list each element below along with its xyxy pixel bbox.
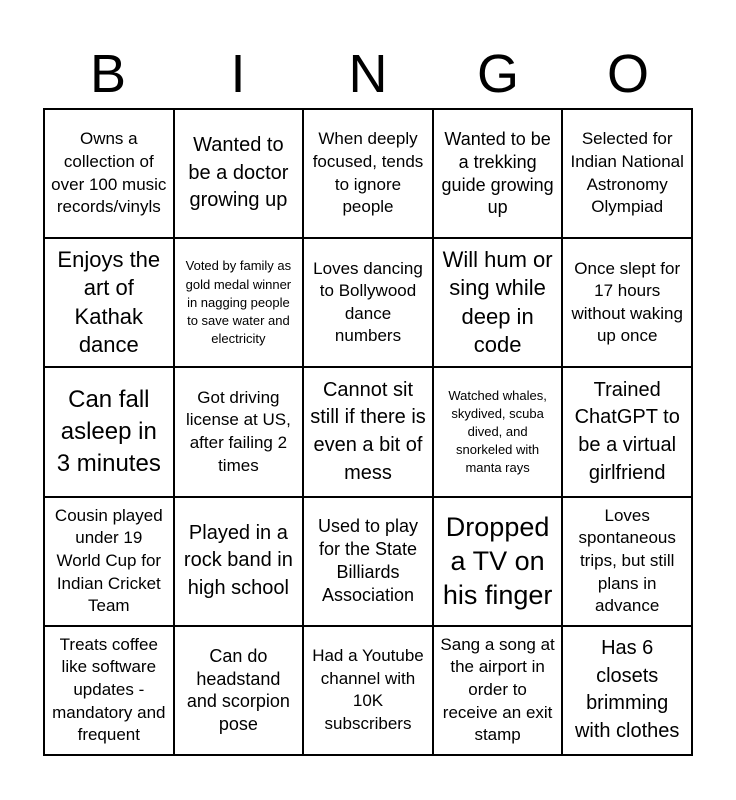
bingo-cell[interactable] [303, 109, 433, 238]
bingo-cell[interactable] [433, 367, 563, 496]
bingo-cell[interactable] [433, 109, 563, 238]
cell-text: Cannot sit still if there is even a bit of mess [310, 378, 426, 484]
bingo-cell[interactable] [174, 626, 304, 755]
bingo-cell[interactable] [562, 109, 692, 238]
bingo-cell[interactable] [174, 238, 304, 367]
cell-text: Played in a rock band in high school [183, 521, 293, 599]
cell-text: Enjoys the art of Kathak dance [57, 247, 161, 358]
bingo-cell[interactable] [44, 497, 174, 626]
bingo-cell[interactable] [303, 626, 433, 755]
cell-text: Used to play for the State Billiards Association [317, 516, 419, 606]
bingo-cell[interactable] [433, 238, 563, 367]
bingo-cell[interactable] [44, 109, 174, 238]
bingo-cell[interactable] [174, 109, 304, 238]
bingo-cell[interactable] [562, 238, 692, 367]
bingo-cell[interactable] [562, 497, 692, 626]
cell-text: Loves dancing to Bollywood dance numbers [313, 258, 423, 346]
bingo-cell[interactable] [174, 367, 304, 496]
header-letter-i: I [230, 44, 246, 104]
bingo-cell[interactable] [433, 626, 563, 755]
cell-text: When deeply focused, tends to ignore people [312, 129, 424, 217]
bingo-cell[interactable] [562, 626, 692, 755]
cell-text: Wanted to be a trekking guide growing up [441, 128, 554, 218]
cell-text: Voted by family as gold medal winner in nagging people to save water and electricity [185, 258, 292, 347]
bingo-cell[interactable] [562, 367, 692, 496]
header-letter-n: N [348, 44, 388, 104]
cell-text: Will hum or sing while deep in code [442, 247, 553, 358]
cell-text: Dropped a TV on his finger [442, 511, 553, 611]
cell-text: Watched whales, skydived, scuba dived, and snorkeled with manta rays [448, 387, 547, 476]
cell-text: Loves spontaneous trips, but still plans in advance [578, 505, 676, 616]
bingo-cell[interactable] [303, 367, 433, 496]
bingo-cell[interactable] [174, 497, 304, 626]
bingo-grid [43, 108, 693, 756]
cell-text: Cousin played under 19 World Cup for Indian Cricket Team [54, 505, 163, 616]
header-letter-g: G [476, 44, 519, 104]
cell-text: Treats coffee like software updates - mandatory and frequent [52, 634, 166, 745]
cell-text: Got driving license at US, after failing 2 times [185, 387, 291, 475]
bingo-cell[interactable] [303, 238, 433, 367]
bingo-cell[interactable] [44, 367, 174, 496]
bingo-header [43, 40, 693, 108]
cell-text: Wanted to be a doctor growing up [188, 134, 289, 212]
cell-text: Once slept for 17 hours without waking up once [571, 258, 683, 346]
cell-text: Can do headstand and scorpion pose [186, 645, 290, 735]
bingo-cell[interactable] [433, 497, 563, 626]
bingo-cell[interactable] [44, 238, 174, 367]
cell-text: Trained ChatGPT to be a virtual girlfriend [574, 378, 680, 484]
bingo-cell[interactable] [303, 497, 433, 626]
cell-text: Selected for Indian National Astronomy Olympiad [570, 129, 684, 217]
cell-text: Had a Youtube channel with 10K subscribers [312, 646, 424, 733]
cell-text: Can fall asleep in 3 minutes [56, 385, 161, 478]
cell-text: Has 6 closets brimming with clothes [574, 637, 680, 742]
cell-text: Owns a collection of over 100 music records/vinyls [51, 129, 167, 217]
cell-text: Sang a song at the airport in order to receive an exit stamp [440, 634, 555, 745]
header-letter-o: O [606, 44, 649, 104]
header-letter-b: B [89, 44, 127, 104]
bingo-cell[interactable] [44, 626, 174, 755]
